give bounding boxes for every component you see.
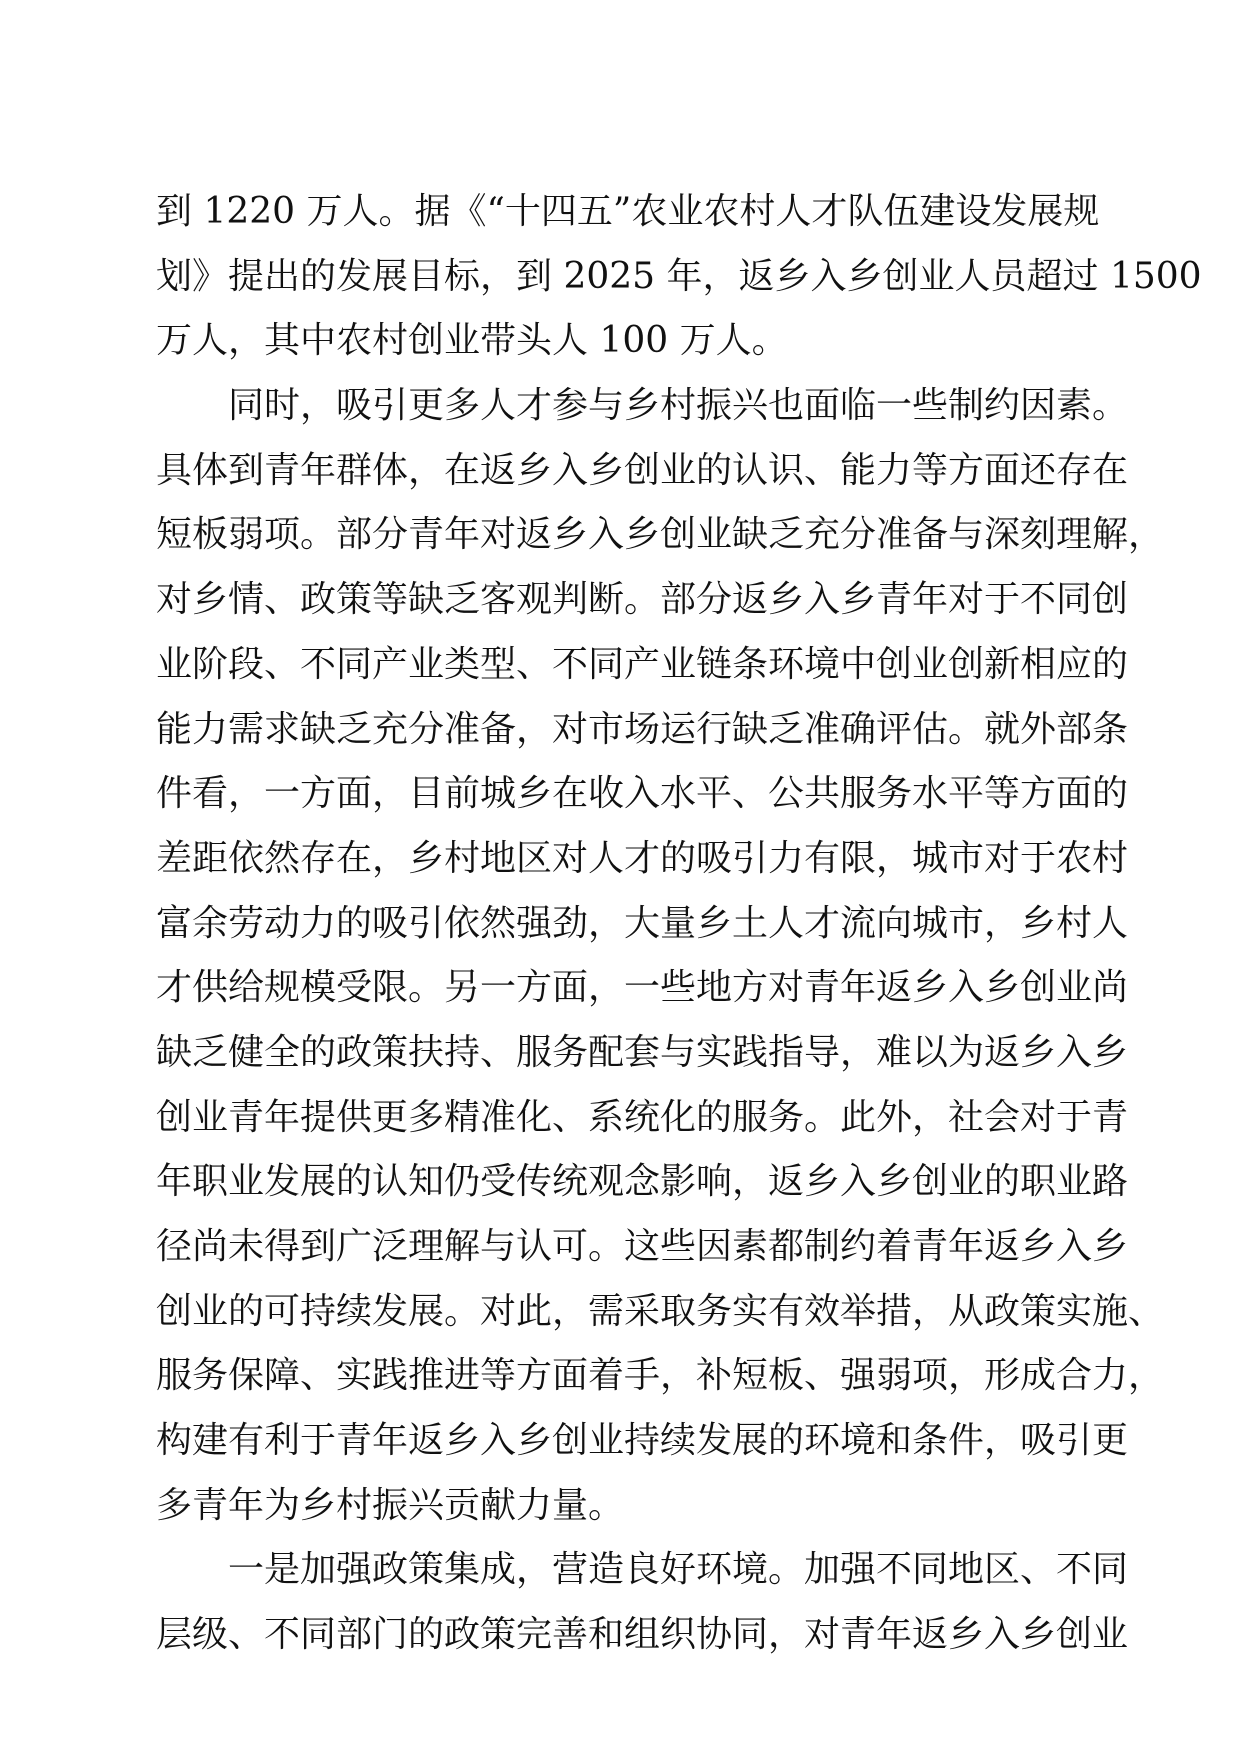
text-line: 缺乏健全的政策扶持、服务配套与实践指导，难以为返乡入乡 xyxy=(156,1031,1129,1073)
text-line: 创业青年提供更多精准化、系统化的服务。此外，社会对于青 xyxy=(156,1096,1129,1138)
text-line: 构建有利于青年返乡入乡创业持续发展的环境和条件，吸引更 xyxy=(156,1420,1129,1462)
text-line: 创业的可持续发展。对此，需采取务实有效举措，从政策实施、 xyxy=(156,1290,1165,1332)
text-line: 层级、不同部门的政策完善和组织协同，对青年返乡入乡创业 xyxy=(156,1614,1129,1656)
text-line: 到 1220 万人。据《“十四五”农业农村人才队伍建设发展规 xyxy=(156,191,1100,232)
text-line: 划》提出的发展目标，到 2025 年，返乡入乡创业人员超过 1500 xyxy=(156,255,1202,297)
text-line: 件看，一方面，目前城乡在收入水平、公共服务水平等方面的 xyxy=(156,773,1129,815)
paragraph-end-line: 多青年为乡村振兴贡献力量。 xyxy=(156,1484,625,1526)
body-text xyxy=(156,180,1202,1668)
text-line: 能力需求缺乏充分准备，对市场运行缺乏准确评估。就外部条 xyxy=(156,708,1129,750)
text-line: 差距依然存在，乡村地区对人才的吸引力有限，城市对于农村 xyxy=(156,837,1129,879)
paragraph-start-line: 同时，吸引更多人才参与乡村振兴也面临一些制约因素。 xyxy=(228,385,1129,427)
paragraph-end-line: 万人，其中农村创业带头人 100 万人。 xyxy=(156,320,788,362)
text-line: 服务保障、实践推进等方面着手，补短板、强弱项，形成合力， xyxy=(156,1355,1165,1397)
text-line: 年职业发展的认知仍受传统观念影响，返乡入乡创业的职业路 xyxy=(156,1161,1129,1203)
text-line: 径尚未得到广泛理解与认可。这些因素都制约着青年返乡入乡 xyxy=(156,1226,1129,1267)
text-line: 对乡情、政策等缺乏客观判断。部分返乡入乡青年对于不同创 xyxy=(156,579,1129,621)
paragraph-start-line: 一是加强政策集成，营造良好环境。加强不同地区、不同 xyxy=(228,1549,1129,1591)
text-line: 短板弱项。部分青年对返乡入乡创业缺乏充分准备与深刻理解， xyxy=(156,514,1165,556)
text-line: 业阶段、不同产业类型、不同产业链条环境中创业创新相应的 xyxy=(156,643,1129,685)
text-line: 具体到青年群体，在返乡入乡创业的认识、能力等方面还存在 xyxy=(156,449,1129,491)
text-line: 富余劳动力的吸引依然强劲，大量乡土人才流向城市，乡村人 xyxy=(156,902,1129,944)
text-line: 才供给规模受限。另一方面，一些地方对青年返乡入乡创业尚 xyxy=(156,967,1129,1009)
